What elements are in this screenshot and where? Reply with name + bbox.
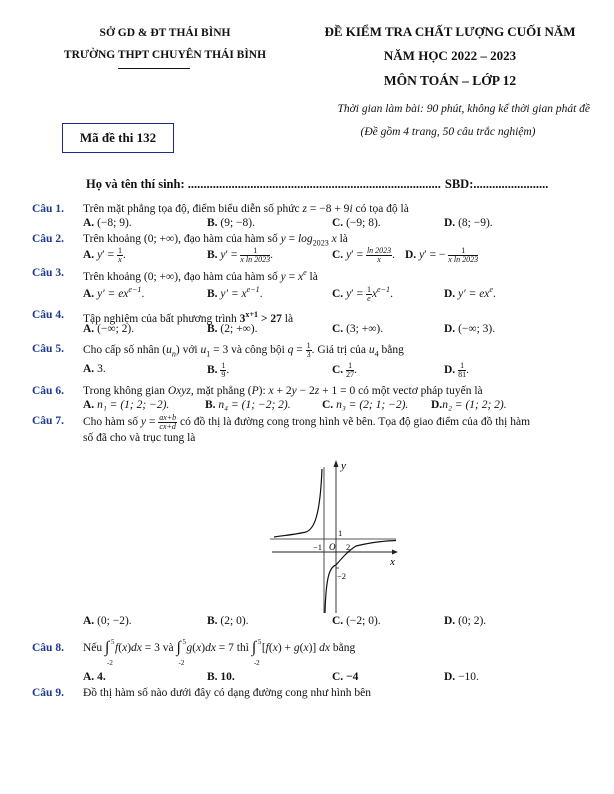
sbd-field[interactable]: ........................ bbox=[473, 177, 549, 191]
school-year: NĂM HỌC 2022 – 2023 bbox=[383, 48, 517, 63]
option-b[interactable]: B. (9; −8). bbox=[207, 217, 256, 229]
option-b[interactable]: B. $\frac{1}{9}$ . bbox=[207, 361, 230, 379]
hyperbola-graph bbox=[268, 455, 404, 617]
option-b[interactable]: B. $y' = x^{e-1}$. bbox=[207, 285, 263, 300]
question-stem: Trên khoảng (0; +∞), đạo hàm của hàm số $y = \log_{2023} x$ là bbox=[83, 233, 348, 248]
question-label: Câu 8. bbox=[32, 642, 64, 654]
option-a[interactable]: A. (−∞; 2). bbox=[83, 323, 135, 335]
tick-label-neg2: −2 bbox=[337, 571, 347, 581]
option-d[interactable]: D. $y' = ex^e$. bbox=[444, 285, 496, 300]
pages-note: (Đề gồm 4 trang, 50 câu trắc nghiệm) bbox=[360, 126, 536, 138]
question-stem: Trên khoảng (0; +∞), đạo hàm của hàm số $y = x^e$ là bbox=[83, 268, 318, 283]
option-a[interactable]: A. n₁ = (1; 2; −2). bbox=[83, 399, 170, 411]
option-d[interactable]: D. −10. bbox=[444, 671, 479, 683]
question-stem: Cho hàm số y = $\frac{ax+b}{cx+d}$ có đồ thị là đường cong trong hình vẽ bên. Tọa độ giao điểm của đồ thị hàm số đã cho và trục tung là bbox=[83, 413, 531, 444]
question-8 bbox=[32, 638, 592, 668]
option-a[interactable]: A. (0; −2). bbox=[83, 615, 132, 627]
header-right bbox=[300, 20, 600, 94]
option-c[interactable]: C. n₃ = (2; 1; −2). bbox=[322, 399, 409, 411]
question-1 bbox=[32, 202, 592, 216]
option-b[interactable]: B. (2; 0). bbox=[207, 615, 249, 627]
question-label: Câu 2. bbox=[32, 233, 64, 245]
question-7 bbox=[32, 414, 592, 445]
question-3 bbox=[32, 266, 592, 284]
option-c[interactable]: C. −4 bbox=[332, 671, 359, 683]
option-c[interactable]: C. (−2; 0). bbox=[332, 615, 381, 627]
integral-sign: ∫ 5 -2 bbox=[105, 638, 115, 668]
option-d[interactable]: D. y′ = − $\frac{1}{\text{x ln 2023}}$ bbox=[405, 246, 479, 264]
question-stem: Cho cấp số nhân $(u_n)$ với $u_1 = 3$ và công bội q = $\frac{1}{3}$ . Giá trị của $u_4$ bằng bbox=[83, 341, 404, 359]
question-label: Câu 5. bbox=[32, 343, 64, 355]
x-axis-label: x bbox=[390, 556, 395, 568]
question-label: Câu 4. bbox=[32, 309, 64, 321]
tick-label-2: 2 bbox=[346, 542, 351, 552]
option-d[interactable]: D. (−∞; 3). bbox=[444, 323, 496, 335]
curve-left-branch bbox=[274, 469, 322, 537]
question-stem: Nếu ∫ 5 -2 f(x)dx = 3 và ∫ 5 -2 g(x)dx = 7 thì ∫ 5 -2 [f(x) + g(x)] dx bằng bbox=[83, 638, 356, 668]
option-a[interactable]: A. $y' = ex^{e-1}$. bbox=[83, 285, 145, 300]
question-label: Câu 6. bbox=[32, 385, 64, 397]
question-label: Câu 3. bbox=[32, 267, 64, 279]
question-stem: Tập nghiệm của bất phương trình $3^{x+1} > 27$ là bbox=[83, 310, 294, 325]
y-axis-arrow bbox=[334, 460, 339, 467]
question-stem: Đồ thị hàm số nào dưới đây có dạng đường cong như hình bên bbox=[83, 687, 371, 699]
option-d[interactable]: D. (8; −9). bbox=[444, 217, 493, 229]
name-field[interactable]: ................................................................................. bbox=[187, 177, 441, 191]
option-a[interactable]: A. (−8; 9). bbox=[83, 217, 132, 229]
option-d[interactable]: D.n₂ = (1; 2; 2). bbox=[431, 399, 507, 411]
option-a[interactable]: A. 4. bbox=[83, 671, 106, 683]
option-c[interactable]: C. $\frac{1}{27}$ . bbox=[332, 361, 357, 379]
exam-code-box: Mã đề thi 132 bbox=[62, 123, 174, 153]
question-label: Câu 9. bbox=[32, 687, 64, 699]
option-b[interactable]: B. (2; +∞). bbox=[207, 323, 258, 335]
option-d[interactable]: D. $\frac{1}{81}$ . bbox=[444, 361, 469, 379]
tick-label-1: 1 bbox=[338, 528, 343, 538]
department-name: SỞ GD & ĐT THÁI BÌNH bbox=[99, 27, 231, 39]
question-label: Câu 1. bbox=[32, 203, 64, 215]
header-divider bbox=[118, 68, 190, 69]
header-left bbox=[40, 22, 290, 66]
option-c[interactable]: C. y′ = $\frac{1}{e}$ $x^{e-1}$. bbox=[332, 284, 393, 303]
sbd-label: SBD: bbox=[444, 177, 474, 191]
question-stem: Trên mặt phẳng tọa độ, điểm biểu diễn số phức z = −8 + 9i có tọa độ là bbox=[83, 203, 409, 215]
option-c[interactable]: C. (3; +∞). bbox=[332, 323, 384, 335]
student-info-line bbox=[86, 177, 576, 192]
option-b[interactable]: B. y′ = $\frac{1}{\text{x ln 2023}}$ . bbox=[207, 246, 273, 264]
option-c[interactable]: C. y′ = $\frac{\ln 2023}{x}$ . bbox=[332, 246, 396, 264]
option-a[interactable]: A. 3. bbox=[83, 363, 106, 375]
subject-title: MÔN TOÁN – LỚP 12 bbox=[383, 73, 517, 88]
origin-label: O bbox=[329, 542, 336, 552]
school-name: TRƯỜNG THPT CHUYÊN THÁI BÌNH bbox=[63, 49, 267, 61]
option-b[interactable]: B. n₄ = (1; −2; 2). bbox=[205, 399, 291, 411]
question-label: Câu 7. bbox=[32, 415, 64, 427]
x-axis-arrow bbox=[392, 550, 398, 555]
question-6 bbox=[32, 384, 592, 398]
exam-title: ĐỀ KIỂM TRA CHẤT LƯỢNG CUỐI NĂM bbox=[324, 24, 576, 39]
integral-sign: ∫ 5 -2 bbox=[176, 638, 187, 668]
time-note: Thời gian làm bài: 90 phút, không kể thời gian phát đề bbox=[337, 103, 590, 115]
question-9 bbox=[32, 686, 592, 700]
name-label: Họ và tên thí sinh: bbox=[86, 177, 188, 191]
option-c[interactable]: C. (−9; 8). bbox=[332, 217, 381, 229]
question-stem: Trong không gian Oxyz, mặt phẳng (P): x + 2y − 2z + 1 = 0 có một vectơ pháp tuyến là bbox=[83, 385, 483, 397]
option-b[interactable]: B. 10. bbox=[207, 671, 235, 683]
tick-label-neg1: −1 bbox=[313, 542, 323, 552]
y-axis-label: y bbox=[341, 460, 346, 472]
integral-sign: ∫ 5 -2 bbox=[251, 638, 262, 668]
question-5 bbox=[32, 342, 592, 361]
option-a[interactable]: A. y′ = $\frac{1}{x}$ . bbox=[83, 246, 126, 264]
option-d[interactable]: D. (0; 2). bbox=[444, 615, 487, 627]
